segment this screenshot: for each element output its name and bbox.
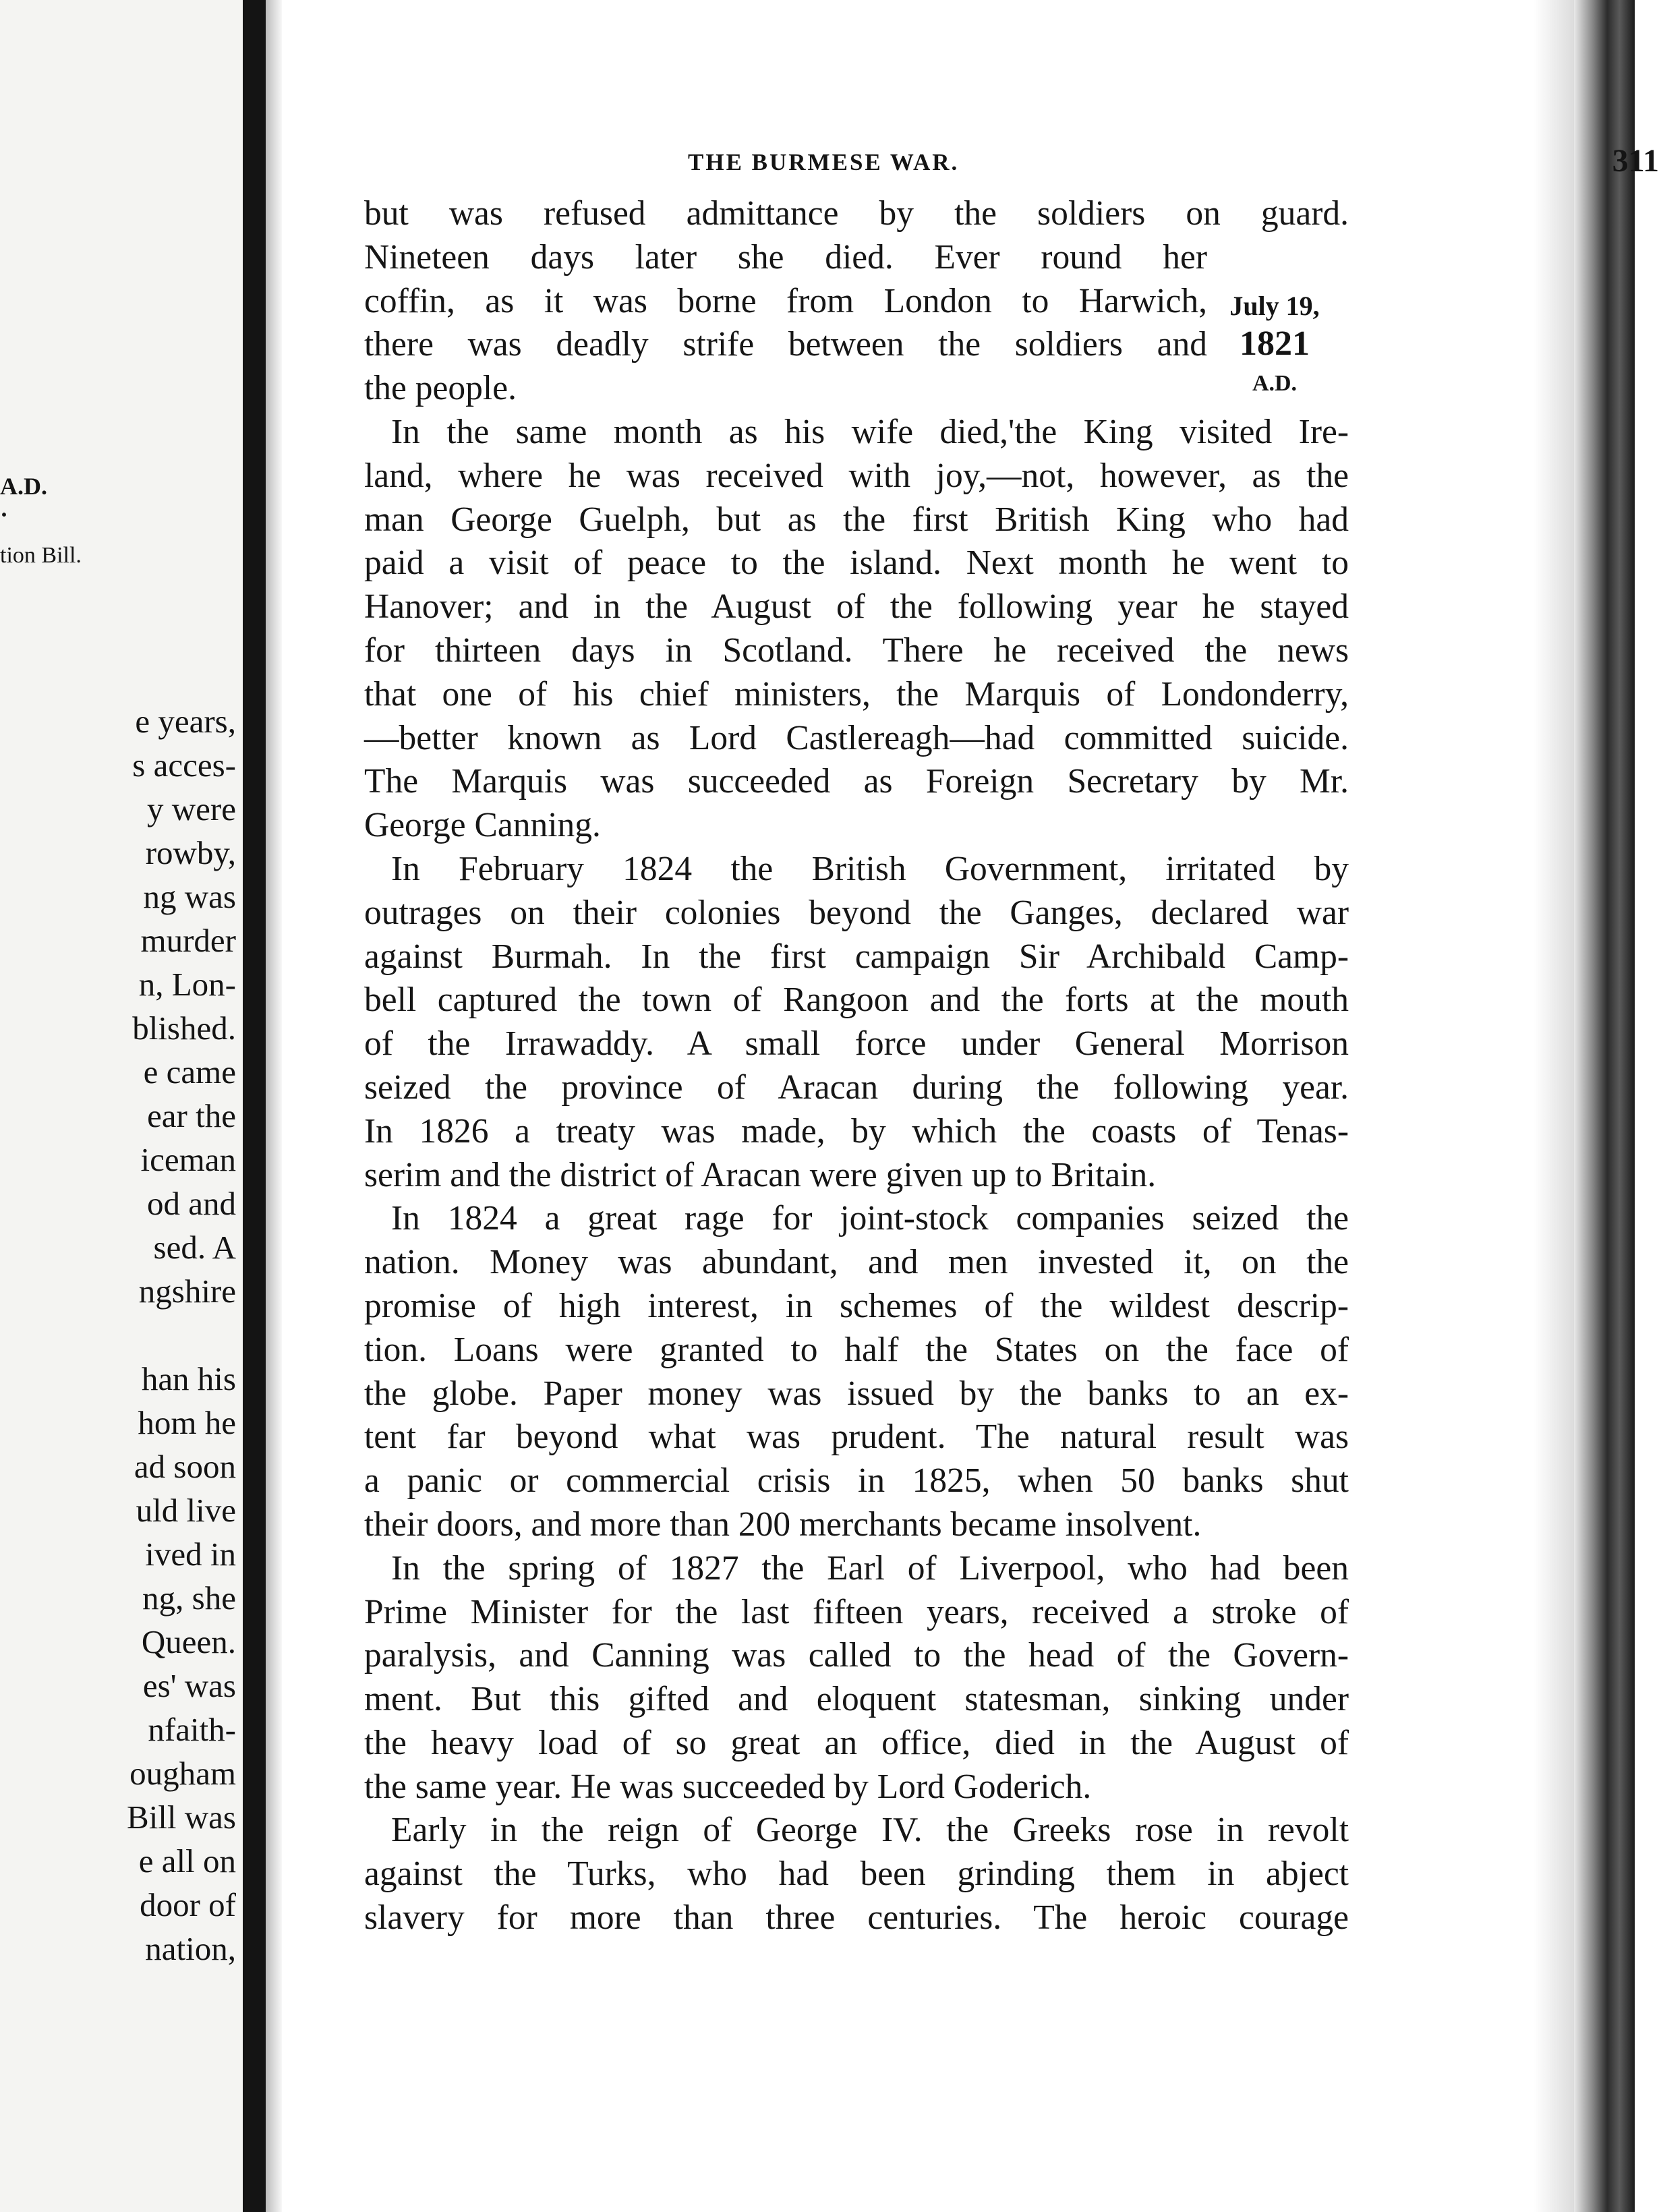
text-line: man George Guelph, but as the first British King who had — [364, 500, 1349, 539]
left-facing-page — [0, 0, 243, 2212]
left-page-line: ived in — [145, 1536, 236, 1573]
gutter-shadow — [266, 0, 282, 2212]
text-line: In the spring of 1827 the Earl of Liverpool, who had been — [391, 1548, 1349, 1588]
text-line: In 1826 a treaty was made, by which the coasts of Tenas- — [364, 1111, 1349, 1151]
running-head — [337, 138, 1659, 192]
text-line: paid a visit of peace to the island. Next month he went to — [364, 544, 1349, 583]
text-line: Early in the reign of George IV. the Greeks rose in revolt — [391, 1811, 1349, 1850]
left-page-line: e years, — [135, 703, 236, 740]
left-page-line: sed. A — [153, 1229, 236, 1266]
left-page-marker: tion Bill. — [0, 543, 82, 568]
text-line: the same year. He was succeeded by Lord Goderich. — [364, 1767, 1092, 1806]
left-page-line: murder — [140, 922, 236, 959]
text-line: tent far beyond what was prudent. The natural result was — [364, 1418, 1349, 1457]
left-page-line: ng was — [143, 878, 236, 915]
text-line: coffin, as it was borne from London to Harwich, — [364, 281, 1207, 320]
text-line: the globe. Paper money was issued by the banks to an ex- — [364, 1374, 1349, 1413]
left-page-line: s acces- — [132, 747, 236, 784]
left-page-line: e all on — [138, 1842, 236, 1880]
text-line: of the Irrawaddy. A small force under General Morrison — [364, 1024, 1349, 1064]
text-line: Nineteen days later she died. Ever round her — [364, 237, 1207, 276]
left-page-line: Bill was — [127, 1799, 236, 1836]
text-line: the people. — [364, 369, 517, 408]
book-gutter — [243, 0, 266, 2212]
page-number: 311 — [1612, 143, 1659, 179]
text-line: against the Turks, who had been grinding them in abject — [364, 1855, 1349, 1894]
left-page-line: nfaith- — [148, 1711, 236, 1748]
paragraph — [337, 848, 1484, 1197]
text-line: that one of his chief ministers, the Marquis of Londonderry, — [364, 674, 1349, 714]
left-page-line: nation, — [145, 1930, 236, 1967]
paragraph — [337, 1197, 1484, 1546]
text-line: In February 1824 the British Government, irritated by — [391, 849, 1349, 888]
left-page-line: ad soon — [134, 1448, 236, 1485]
text-line: nation. Money was abundant, and men invested it, on the — [364, 1243, 1349, 1282]
text-line: land, where he was received with joy,—not, however, as the — [364, 456, 1349, 495]
text-line: bell captured the town of Rangoon and the forts at the mouth — [364, 981, 1349, 1020]
text-line: The Marquis was succeeded as Foreign Secretary by Mr. — [364, 762, 1349, 801]
text-line: Hanover; and in the August of the following year he stayed — [364, 587, 1349, 627]
left-page-line: rowby, — [145, 834, 236, 871]
left-page-line: uld live — [136, 1492, 236, 1529]
text-line: for thirteen days in Scotland. There he received the news — [364, 631, 1349, 670]
text-line: against Burmah. In the first campaign Sir Archibald Camp- — [364, 937, 1349, 976]
left-page-marker: A.D. · — [0, 473, 47, 528]
left-page-line: n, Lon- — [138, 966, 236, 1003]
text-line: paralysis, and Canning was called to the head of the Govern- — [364, 1636, 1349, 1675]
text-line: tion. Loans were granted to half the States on the face of — [364, 1330, 1349, 1369]
text-line: promise of high interest, in schemes of the wildest descrip- — [364, 1286, 1349, 1325]
text-line: seized the province of Aracan during the following year. — [364, 1068, 1349, 1107]
book-edge — [1574, 0, 1635, 2212]
body-text — [337, 192, 1484, 1940]
left-page-line: ear the — [147, 1097, 236, 1134]
left-page-line: iceman — [140, 1141, 236, 1178]
left-page-line: y were — [147, 790, 236, 827]
text-line: George Canning. — [364, 806, 601, 845]
text-line: their doors, and more than 200 merchants became insolvent. — [364, 1505, 1202, 1544]
left-page-line: door of — [140, 1886, 236, 1923]
left-page-line: od and — [147, 1185, 236, 1222]
margin-note-date: July 19, — [1229, 291, 1320, 321]
margin-note-era: A.D. — [1252, 371, 1298, 396]
left-page-line: ougham — [129, 1755, 236, 1792]
text-line: ment. But this gifted and eloquent statesman, sinking under — [364, 1680, 1349, 1719]
left-page-line: hom he — [138, 1404, 236, 1441]
left-page-line: es' was — [142, 1667, 236, 1704]
paragraph — [337, 1547, 1484, 1809]
text-line: a panic or commercial crisis in 1825, when 50 banks shut — [364, 1461, 1349, 1501]
book-page — [337, 138, 1659, 1940]
left-page-line: blished. — [132, 1010, 236, 1047]
text-line: In the same month as his wife died,'the King visited Ire- — [391, 412, 1349, 451]
text-line: but was refused admittance by the soldiers on guard. — [364, 194, 1349, 233]
text-line: In 1824 a great rage for joint-stock companies seized the — [391, 1199, 1349, 1238]
text-line: Prime Minister for the last fifteen years, received a stroke of — [364, 1592, 1349, 1631]
margin-note-year: 1821 — [1240, 324, 1310, 363]
text-line: serim and the district of Aracan were given up to Britain. — [364, 1155, 1157, 1194]
paragraph — [337, 1809, 1484, 1940]
left-page-line: han his — [141, 1360, 236, 1397]
paragraph — [337, 411, 1484, 848]
page-edge-shadow — [1534, 0, 1574, 2212]
left-page-line: e came — [143, 1053, 236, 1090]
text-line: there was deadly strife between the soldiers and — [364, 325, 1207, 364]
text-line: slavery for more than three centuries. The heroic courage — [364, 1898, 1349, 1938]
text-line: —better known as Lord Castlereagh—had committed suicide. — [364, 718, 1349, 757]
text-line: outrages on their colonies beyond the Ganges, declared war — [364, 893, 1349, 932]
left-page-line: Queen. — [141, 1623, 236, 1660]
running-title: THE BURMESE WAR. — [688, 149, 960, 175]
left-page-line: ngshire — [138, 1273, 236, 1310]
text-line: the heavy load of so great an office, died in the August of — [364, 1723, 1349, 1762]
left-page-line: ng, she — [142, 1579, 236, 1617]
